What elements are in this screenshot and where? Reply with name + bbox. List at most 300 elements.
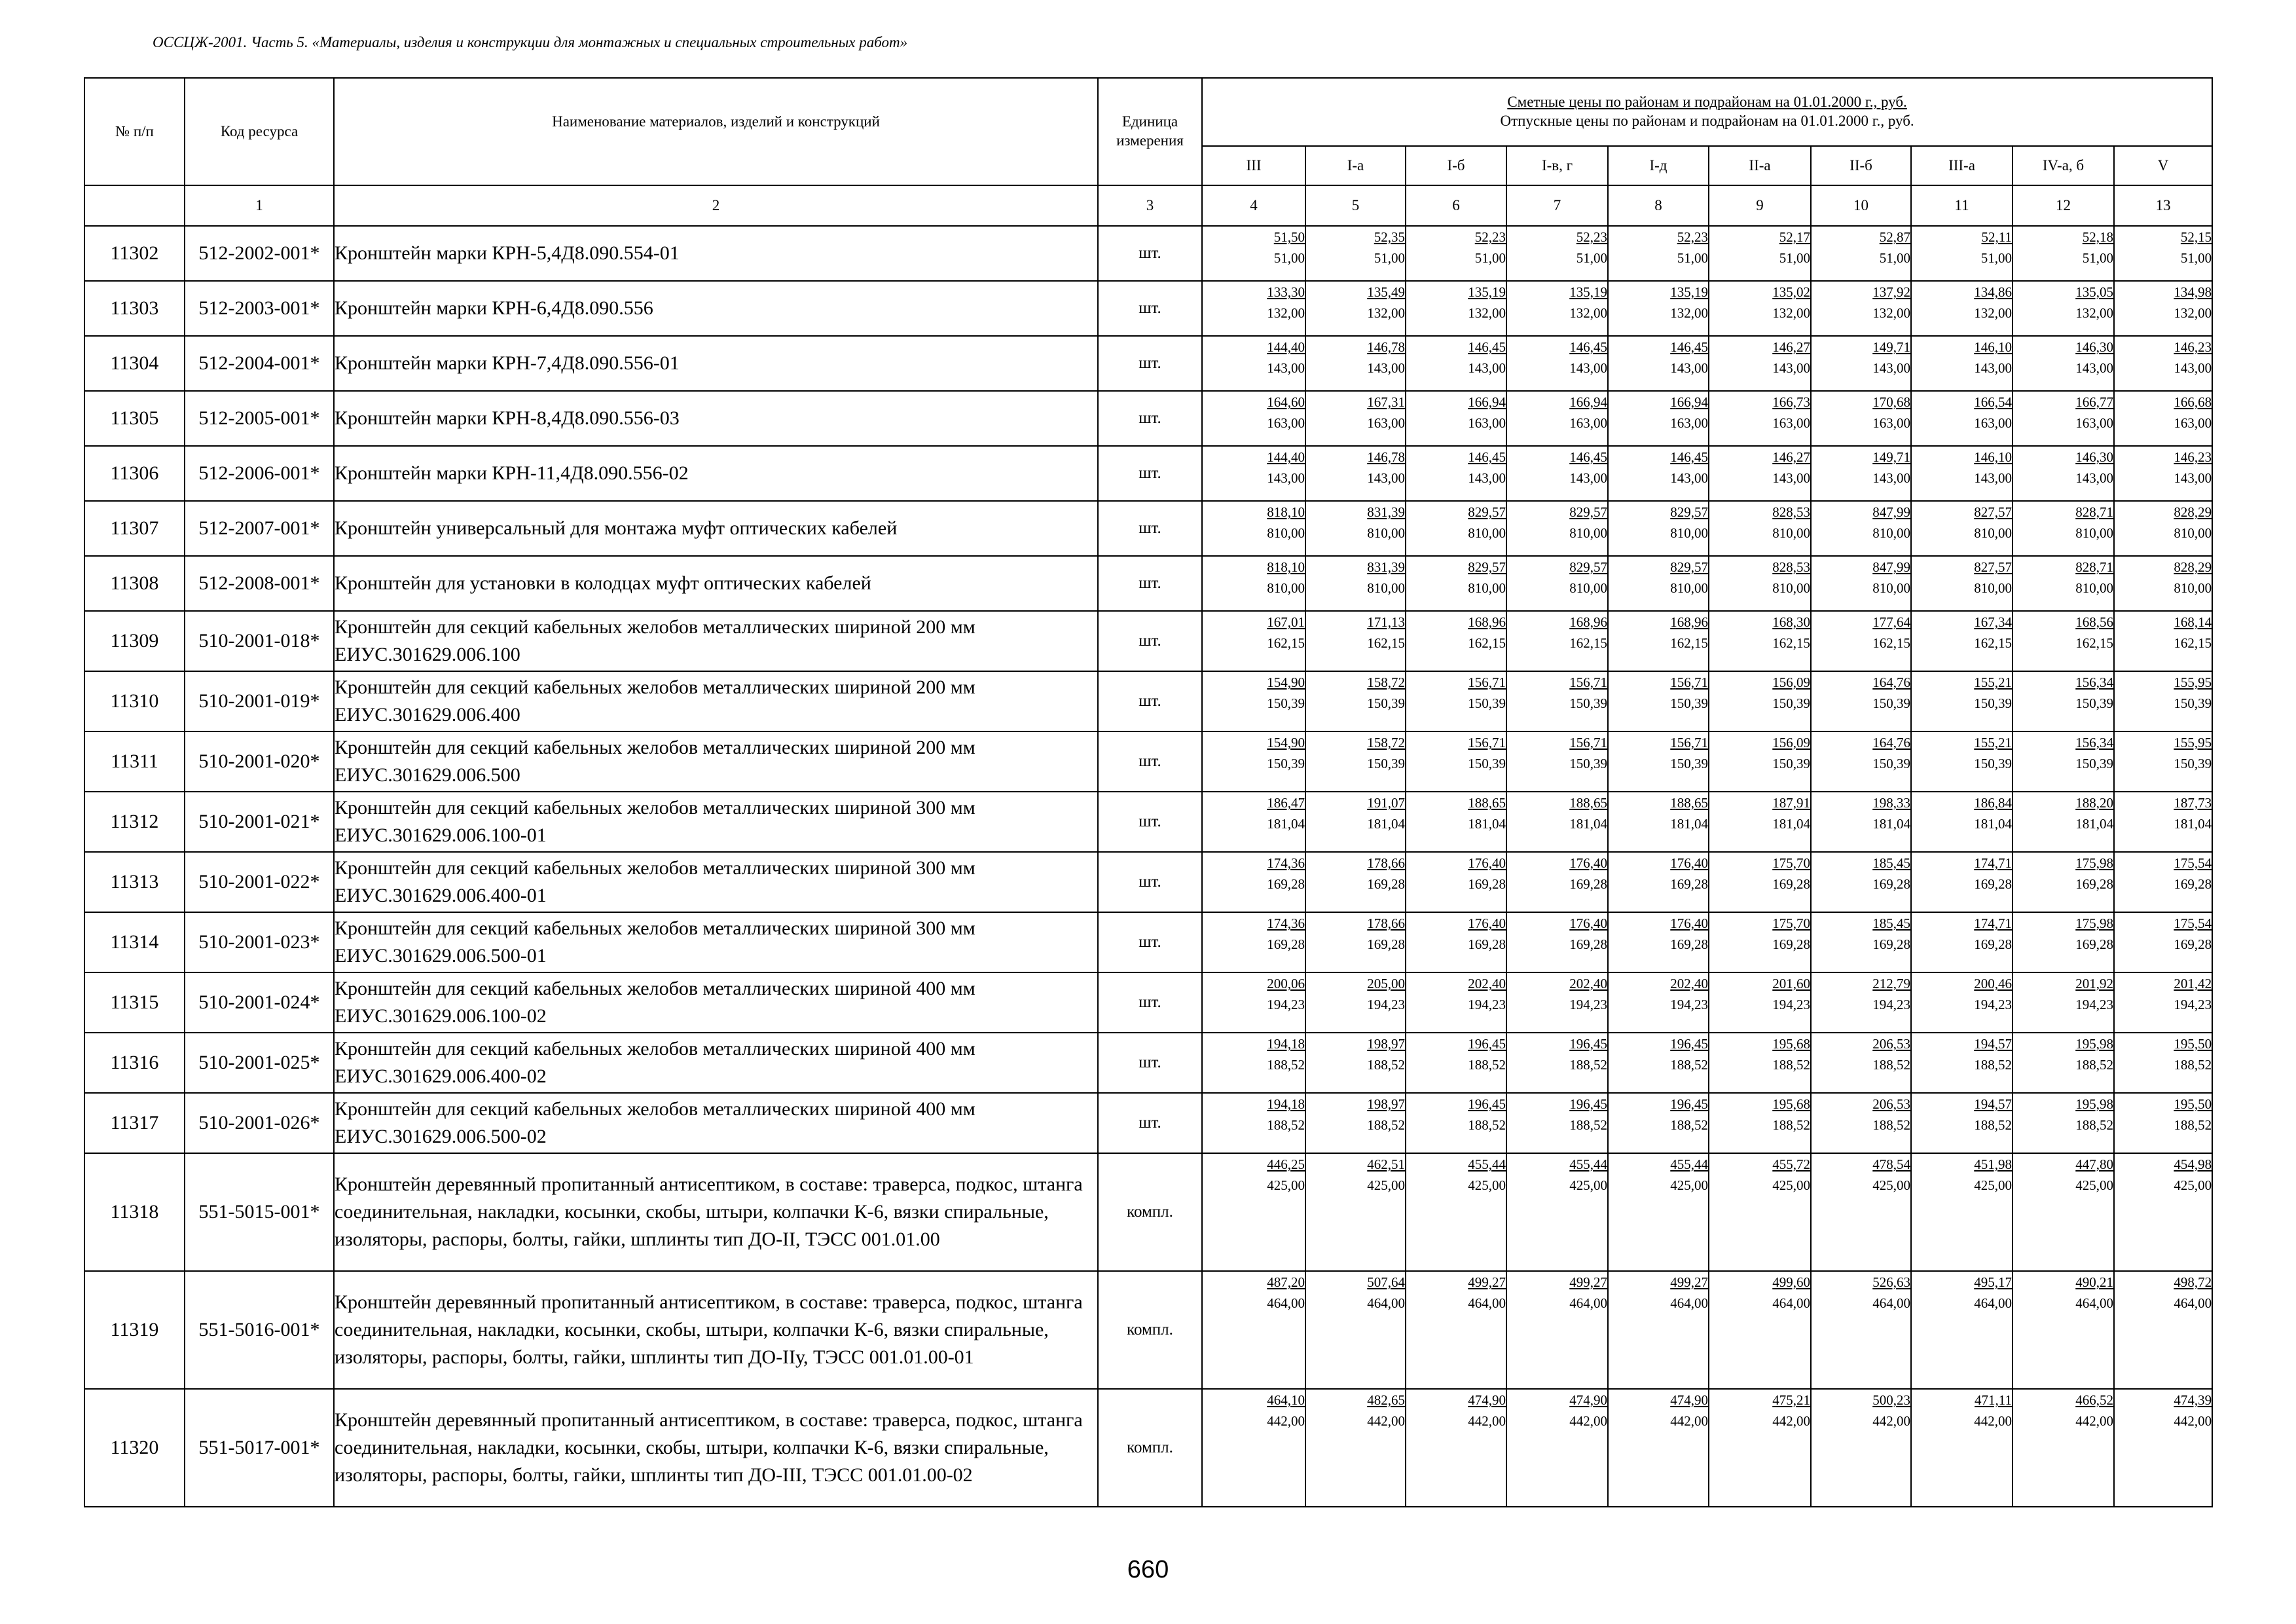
release-price: 181,04 (1267, 816, 1305, 832)
estimate-price: 454,98 (2174, 1156, 2212, 1172)
column-number-cell: 7 (1506, 185, 1608, 226)
estimate-price: 196,45 (1468, 1036, 1506, 1052)
release-price: 188,52 (1670, 1117, 1708, 1133)
estimate-price: 177,64 (1872, 614, 1910, 630)
release-price: 132,00 (1468, 305, 1506, 321)
release-price: 162,15 (1569, 635, 1607, 651)
release-price: 150,39 (2174, 695, 2212, 711)
release-price: 188,52 (1267, 1117, 1305, 1133)
release-price: 464,00 (1267, 1295, 1305, 1311)
price-cell (1811, 852, 1911, 912)
estimate-price: 474,90 (1569, 1392, 1607, 1408)
estimate-price: 178,66 (1367, 855, 1405, 871)
row-number: 11310 (84, 671, 185, 731)
table-row (84, 792, 2212, 852)
estimate-price: 507,64 (1367, 1274, 1405, 1290)
release-price: 464,00 (1670, 1295, 1708, 1311)
price-cell (2114, 1153, 2212, 1271)
estimate-price: 478,54 (1872, 1156, 1910, 1172)
price-cell (2013, 792, 2114, 852)
release-price: 425,00 (1772, 1177, 1810, 1193)
column-number-cell: 6 (1406, 185, 1506, 226)
price-cell (2114, 731, 2212, 792)
release-price: 51,00 (1879, 250, 1910, 266)
table-row (84, 611, 2212, 671)
price-cell (1202, 792, 1305, 852)
estimate-price: 206,53 (1872, 1096, 1910, 1112)
unit-cell: шт. (1098, 1093, 1202, 1153)
release-price: 163,00 (1872, 415, 1910, 431)
price-cell (1305, 501, 1406, 556)
price-cell (1406, 1153, 1506, 1271)
price-cell (1709, 852, 1811, 912)
estimate-price: 134,98 (2174, 284, 2212, 300)
estimate-price: 166,68 (2174, 394, 2212, 410)
estimate-price: 52,23 (1576, 229, 1607, 245)
release-price: 442,00 (1367, 1413, 1405, 1429)
estimate-price: 167,31 (1367, 394, 1405, 410)
price-cell (1202, 391, 1305, 446)
price-cell (1608, 852, 1709, 912)
release-price: 150,39 (1974, 756, 2012, 771)
table-row (84, 1153, 2212, 1271)
release-price: 143,00 (1772, 360, 1810, 376)
release-price: 143,00 (2174, 360, 2212, 376)
table-row (84, 501, 2212, 556)
release-price: 150,39 (2075, 695, 2113, 711)
release-price: 188,52 (2075, 1117, 2113, 1133)
release-price: 425,00 (1267, 1177, 1305, 1193)
estimate-price: 201,92 (2075, 976, 2113, 991)
estimate-price: 194,18 (1267, 1036, 1305, 1052)
release-price: 150,39 (1367, 756, 1405, 771)
price-cell (1911, 972, 2013, 1033)
release-price: 163,00 (1670, 415, 1708, 431)
price-cell (1305, 1271, 1406, 1389)
price-cell (2013, 972, 2114, 1033)
price-cell (2114, 281, 2212, 336)
price-cell (1202, 1271, 1305, 1389)
estimate-price: 174,36 (1267, 855, 1305, 871)
release-price: 464,00 (1872, 1295, 1910, 1311)
estimate-price: 827,57 (1974, 559, 2012, 575)
material-name: Кронштейн марки КРН-5,4Д8.090.554-01 (334, 226, 1098, 281)
estimate-price: 195,68 (1772, 1096, 1810, 1112)
release-price: 188,52 (1468, 1057, 1506, 1073)
table-row (84, 391, 2212, 446)
price-cell (1911, 1389, 2013, 1507)
price-cell (1305, 972, 1406, 1033)
estimate-price: 137,92 (1872, 284, 1910, 300)
header-cell-number: № п/п (84, 78, 185, 185)
price-cell (1506, 1033, 1608, 1093)
estimate-price: 499,27 (1670, 1274, 1708, 1290)
release-price: 169,28 (1772, 936, 1810, 952)
material-name: Кронштейн для секций кабельных желобов металлических шириной 200 мм ЕИУС.301629.006.100 (334, 611, 1098, 671)
price-cell (1305, 671, 1406, 731)
release-price: 425,00 (1670, 1177, 1708, 1193)
release-price: 163,00 (1569, 415, 1607, 431)
release-price: 143,00 (1267, 470, 1305, 486)
release-price: 169,28 (2174, 936, 2212, 952)
region-header-cell: III (1202, 146, 1305, 185)
price-cell (1608, 1153, 1709, 1271)
release-price: 188,52 (1367, 1057, 1405, 1073)
price-cell (1506, 912, 1608, 972)
price-cell (2114, 671, 2212, 731)
price-cell (1911, 1271, 2013, 1389)
release-price: 143,00 (1974, 470, 2012, 486)
release-price: 442,00 (1468, 1413, 1506, 1429)
estimate-price: 155,95 (2174, 735, 2212, 750)
material-name: Кронштейн универсальный для монтажа муфт оптических кабелей (334, 501, 1098, 556)
release-price: 169,28 (2075, 936, 2113, 952)
estimate-price: 175,70 (1772, 855, 1810, 871)
unit-cell: шт. (1098, 391, 1202, 446)
release-price: 425,00 (1468, 1177, 1506, 1193)
price-cell (1202, 611, 1305, 671)
table-row (84, 336, 2212, 391)
estimate-price: 499,27 (1468, 1274, 1506, 1290)
release-price: 425,00 (2174, 1177, 2212, 1193)
release-price: 143,00 (1670, 360, 1708, 376)
price-cell (1608, 1093, 1709, 1153)
price-cell (1811, 1389, 1911, 1507)
estimate-price: 526,63 (1872, 1274, 1910, 1290)
resource-code: 512-2003-001* (185, 281, 334, 336)
price-cell (1406, 792, 1506, 852)
estimate-price: 52,17 (1779, 229, 1810, 245)
estimate-price: 455,72 (1772, 1156, 1810, 1172)
estimate-price: 818,10 (1267, 504, 1305, 520)
price-cell (1608, 1271, 1709, 1389)
price-cell (1811, 1153, 1911, 1271)
estimate-price: 149,71 (1872, 339, 1910, 355)
row-number: 11316 (84, 1033, 185, 1093)
price-cell (1811, 556, 1911, 611)
estimate-price: 171,13 (1367, 614, 1405, 630)
estimate-price: 828,71 (2075, 504, 2113, 520)
release-price: 188,52 (1772, 1117, 1810, 1133)
estimate-price: 500,23 (1872, 1392, 1910, 1408)
release-price: 163,00 (1772, 415, 1810, 431)
estimate-price: 144,40 (1267, 449, 1305, 465)
release-price: 194,23 (2174, 997, 2212, 1012)
estimate-price: 168,14 (2174, 614, 2212, 630)
release-price: 162,15 (1267, 635, 1305, 651)
price-cell (1202, 972, 1305, 1033)
price-cell (1506, 281, 1608, 336)
estimate-price: 146,27 (1772, 339, 1810, 355)
estimate-price: 158,72 (1367, 735, 1405, 750)
estimate-price: 499,60 (1772, 1274, 1810, 1290)
release-price: 810,00 (1670, 580, 1708, 596)
release-price: 181,04 (1367, 816, 1405, 832)
estimate-price: 466,52 (2075, 1392, 2113, 1408)
estimate-price: 828,71 (2075, 559, 2113, 575)
estimate-price: 52,35 (1374, 229, 1405, 245)
estimate-price: 818,10 (1267, 559, 1305, 575)
estimate-price: 498,72 (2174, 1274, 2212, 1290)
release-price: 194,23 (1974, 997, 2012, 1012)
estimate-price: 188,65 (1569, 795, 1607, 811)
estimate-price: 52,23 (1677, 229, 1708, 245)
price-cell (1709, 611, 1811, 671)
estimate-price: 198,97 (1367, 1096, 1405, 1112)
release-price: 188,52 (2174, 1057, 2212, 1073)
estimate-price: 451,98 (1974, 1156, 2012, 1172)
resource-code: 510-2001-020* (185, 731, 334, 792)
estimate-price: 156,71 (1569, 674, 1607, 690)
release-price: 162,15 (1974, 635, 2012, 651)
estimate-price: 831,39 (1367, 504, 1405, 520)
price-cell (1608, 556, 1709, 611)
release-price: 143,00 (1468, 470, 1506, 486)
price-cell (1709, 556, 1811, 611)
price-cell (2013, 501, 2114, 556)
release-price: 810,00 (1569, 525, 1607, 541)
price-cell (2013, 226, 2114, 281)
price-cell (1709, 446, 1811, 501)
unit-cell: шт. (1098, 731, 1202, 792)
release-price: 143,00 (1974, 360, 2012, 376)
estimate-price: 195,98 (2075, 1036, 2113, 1052)
region-header-cell: IV-а, б (2013, 146, 2114, 185)
price-cell (1608, 671, 1709, 731)
resource-code: 512-2008-001* (185, 556, 334, 611)
release-price: 132,00 (1569, 305, 1607, 321)
release-price: 442,00 (2174, 1413, 2212, 1429)
estimate-price: 196,45 (1569, 1036, 1607, 1052)
resource-code: 551-5017-001* (185, 1389, 334, 1507)
price-cell (1506, 501, 1608, 556)
material-name: Кронштейн деревянный пропитанный антисептиком, в составе: траверса, подкос, штанга соединительная, накладки, косынки, скобы, штыри, колпачки К-6, вязки спиральные, изоляторы, распоры, болты, гайки, шплинты тип ДО-III, ТЭСС 001.01.00-02 (334, 1389, 1098, 1507)
release-price: 143,00 (1569, 360, 1607, 376)
price-cell (2114, 1033, 2212, 1093)
release-price: 194,23 (1468, 997, 1506, 1012)
price-cell (1406, 226, 1506, 281)
estimate-price: 175,98 (2075, 915, 2113, 931)
release-price: 442,00 (1872, 1413, 1910, 1429)
row-number: 11313 (84, 852, 185, 912)
header-cell-unit: Единица измерения (1098, 78, 1202, 185)
release-price: 51,00 (1980, 250, 2012, 266)
estimate-price: 164,76 (1872, 674, 1910, 690)
material-name: Кронштейн деревянный пропитанный антисептиком, в составе: траверса, подкос, штанга соединительная, накладки, косынки, скобы, штыри, колпачки К-6, вязки спиральные, изоляторы, распоры, болты, гайки, шплинты тип ДО-IIу, ТЭСС 001.01.00-01 (334, 1271, 1098, 1389)
price-cell (1911, 501, 2013, 556)
table-row (84, 912, 2212, 972)
release-price: 194,23 (1872, 997, 1910, 1012)
release-price: 132,00 (2174, 305, 2212, 321)
release-price: 150,39 (2174, 756, 2212, 771)
estimate-price: 156,71 (1670, 735, 1708, 750)
release-price: 162,15 (1468, 635, 1506, 651)
estimate-price: 156,34 (2075, 735, 2113, 750)
estimate-price: 829,57 (1670, 504, 1708, 520)
estimate-price: 198,33 (1872, 795, 1910, 811)
price-cell (1911, 446, 2013, 501)
estimate-price: 198,97 (1367, 1036, 1405, 1052)
price-cell (2114, 226, 2212, 281)
estimate-price: 205,00 (1367, 976, 1405, 991)
release-price: 163,00 (1367, 415, 1405, 431)
resource-code: 510-2001-023* (185, 912, 334, 972)
row-number: 11318 (84, 1153, 185, 1271)
estimate-price: 146,45 (1569, 449, 1607, 465)
price-cell (1709, 1033, 1811, 1093)
price-cell (1506, 852, 1608, 912)
price-cell (2013, 281, 2114, 336)
price-cell (2114, 446, 2212, 501)
release-price: 169,28 (1974, 936, 2012, 952)
estimate-price: 156,34 (2075, 674, 2113, 690)
price-cell (1506, 226, 1608, 281)
estimate-price: 155,95 (2174, 674, 2212, 690)
release-price: 442,00 (1267, 1413, 1305, 1429)
column-number-cell: 3 (1098, 185, 1202, 226)
column-number-cell: 5 (1305, 185, 1406, 226)
estimate-price: 176,40 (1569, 915, 1607, 931)
price-cell (1911, 792, 2013, 852)
resource-code: 512-2005-001* (185, 391, 334, 446)
row-number: 11302 (84, 226, 185, 281)
estimate-price: 828,53 (1772, 559, 1810, 575)
price-cell (1709, 336, 1811, 391)
release-price: 143,00 (1367, 360, 1405, 376)
estimate-price: 170,68 (1872, 394, 1910, 410)
price-cell (1811, 501, 1911, 556)
release-price: 442,00 (1772, 1413, 1810, 1429)
price-cell (1202, 336, 1305, 391)
release-price: 143,00 (1569, 470, 1607, 486)
estimate-price: 490,21 (2075, 1274, 2113, 1290)
estimate-price: 135,49 (1367, 284, 1405, 300)
price-cell (1709, 1389, 1811, 1507)
price-cell (1911, 1033, 2013, 1093)
release-price: 51,00 (1273, 250, 1305, 266)
estimate-price: 166,94 (1569, 394, 1607, 410)
header-cell-prices (1202, 78, 2212, 146)
estimate-price: 156,09 (1772, 674, 1810, 690)
estimate-price: 149,71 (1872, 449, 1910, 465)
estimate-price: 174,71 (1974, 915, 2012, 931)
price-cell (2013, 731, 2114, 792)
estimate-price: 146,30 (2075, 339, 2113, 355)
release-price: 810,00 (1267, 580, 1305, 596)
price-cell (1811, 336, 1911, 391)
release-price: 188,52 (2075, 1057, 2113, 1073)
release-price: 169,28 (1468, 876, 1506, 892)
estimate-price: 194,18 (1267, 1096, 1305, 1112)
estimate-price: 167,01 (1267, 614, 1305, 630)
material-name: Кронштейн для секций кабельных желобов металлических шириной 400 мм ЕИУС.301629.006.400-02 (334, 1033, 1098, 1093)
price-cell (1202, 671, 1305, 731)
release-price: 810,00 (2174, 525, 2212, 541)
price-cell (2013, 446, 2114, 501)
release-price: 51,00 (1474, 250, 1506, 266)
material-name: Кронштейн деревянный пропитанный антисептиком, в составе: траверса, подкос, штанга соединительная, накладки, косынки, скобы, штыри, колпачки К-6, вязки спиральные, изоляторы, распоры, болты, гайки, шплинты тип ДО-II, ТЭСС 001.01.00 (334, 1153, 1098, 1271)
resource-code: 510-2001-021* (185, 792, 334, 852)
estimate-price: 158,72 (1367, 674, 1405, 690)
release-price: 425,00 (1872, 1177, 1910, 1193)
release-price: 51,00 (1677, 250, 1708, 266)
material-name: Кронштейн марки КРН-6,4Д8.090.556 (334, 281, 1098, 336)
price-cell (1305, 852, 1406, 912)
release-price: 132,00 (1267, 305, 1305, 321)
price-cell (2114, 912, 2212, 972)
unit-cell: шт. (1098, 792, 1202, 852)
estimate-price: 474,90 (1468, 1392, 1506, 1408)
price-cell (2013, 1093, 2114, 1153)
release-price: 143,00 (2075, 360, 2113, 376)
release-price: 181,04 (1670, 816, 1708, 832)
estimate-price: 462,51 (1367, 1156, 1405, 1172)
estimate-price: 495,17 (1974, 1274, 2012, 1290)
release-price: 163,00 (2174, 415, 2212, 431)
price-cell (1202, 1153, 1305, 1271)
price-cell (1406, 1389, 1506, 1507)
estimate-price: 156,71 (1468, 674, 1506, 690)
price-cell (1406, 972, 1506, 1033)
release-price: 194,23 (1670, 997, 1708, 1012)
price-cell (1406, 1093, 1506, 1153)
release-price: 169,28 (1670, 936, 1708, 952)
release-price: 188,52 (1468, 1117, 1506, 1133)
price-cell (1709, 972, 1811, 1033)
price-cell (1506, 446, 1608, 501)
release-price: 150,39 (2075, 756, 2113, 771)
price-cell (1911, 852, 2013, 912)
price-cell (1506, 972, 1608, 1033)
price-cell (1305, 556, 1406, 611)
estimate-price: 206,53 (1872, 1036, 1910, 1052)
release-price: 188,52 (1772, 1057, 1810, 1073)
table-row (84, 972, 2212, 1033)
release-price: 163,00 (2075, 415, 2113, 431)
release-price: 810,00 (1772, 525, 1810, 541)
price-cell (2114, 611, 2212, 671)
estimate-price: 847,99 (1872, 504, 1910, 520)
price-cell (1709, 792, 1811, 852)
estimate-price: 191,07 (1367, 795, 1405, 811)
resource-code: 510-2001-024* (185, 972, 334, 1033)
price-cell (2013, 1153, 2114, 1271)
release-price: 810,00 (2075, 525, 2113, 541)
estimate-price: 186,47 (1267, 795, 1305, 811)
release-price: 150,39 (1468, 756, 1506, 771)
price-cell (1911, 391, 2013, 446)
unit-cell: компл. (1098, 1271, 1202, 1389)
price-cell (1506, 1093, 1608, 1153)
price-cell (1709, 1153, 1811, 1271)
row-number: 11314 (84, 912, 185, 972)
price-cell (2013, 912, 2114, 972)
price-cell (2013, 611, 2114, 671)
table-row (84, 1093, 2212, 1153)
unit-cell: шт. (1098, 501, 1202, 556)
row-number: 11319 (84, 1271, 185, 1389)
price-cell (1709, 1093, 1811, 1153)
column-number-cell: 1 (185, 185, 334, 226)
release-price: 181,04 (2174, 816, 2212, 832)
estimate-price: 155,21 (1974, 735, 2012, 750)
row-number: 11307 (84, 501, 185, 556)
unit-cell: шт. (1098, 226, 1202, 281)
release-price: 188,52 (1267, 1057, 1305, 1073)
estimate-price: 146,45 (1670, 339, 1708, 355)
column-number-cell: 10 (1811, 185, 1911, 226)
price-cell (1406, 1271, 1506, 1389)
